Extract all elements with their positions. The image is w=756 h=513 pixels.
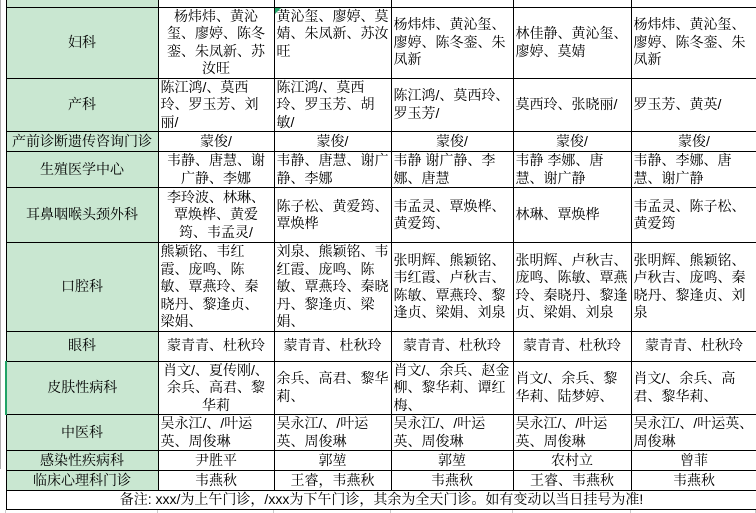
schedule-cell[interactable]: 林琳、覃焕桦 xyxy=(513,188,631,243)
schedule-cell[interactable]: 蒙俊/ xyxy=(513,132,631,152)
table-row xyxy=(6,471,756,491)
schedule-cell[interactable]: 韦孟灵、覃焕桦、黄爱筠、 xyxy=(391,188,513,243)
dept-cell[interactable]: 中医科 xyxy=(6,415,158,451)
table-row xyxy=(6,188,756,243)
dept-cell[interactable]: 妇科 xyxy=(6,7,158,78)
schedule-cell[interactable]: 莫西玲、张晓丽/ xyxy=(513,78,631,132)
schedule-cell xyxy=(158,0,274,7)
schedule-cell[interactable]: 曾菲 xyxy=(631,451,756,471)
dept-cell[interactable]: 感染性疾病科 xyxy=(6,451,158,471)
schedule-cell xyxy=(274,0,391,7)
dept-cell[interactable]: 眼科 xyxy=(6,331,158,361)
schedule-cell[interactable]: 韦孟灵、陈子松、黄爱筠 xyxy=(631,188,756,243)
schedule-cell[interactable]: 肖文/、余兵、黎华莉、陆梦婷、 xyxy=(513,361,631,415)
dept-cell[interactable]: 产科 xyxy=(6,78,158,132)
note-row xyxy=(6,491,756,510)
schedule-cell[interactable]: 陈江鸿/、莫西玲、罗玉芳、刘丽/ xyxy=(158,78,274,132)
table-row xyxy=(6,7,756,78)
dept-cell[interactable]: 产前诊断遗传咨询门诊 xyxy=(6,132,158,152)
schedule-cell[interactable]: 韦静 李娜、唐慧、谢广静 xyxy=(513,152,631,188)
window-left-edge xyxy=(0,0,1,469)
schedule-cell[interactable] xyxy=(274,7,391,78)
schedule-cell[interactable]: 韦静 谢广静、李娜、唐慧 xyxy=(391,152,513,188)
table-row xyxy=(6,451,756,471)
schedule-cell xyxy=(391,0,513,7)
schedule-cell[interactable]: 刘泉、熊颖铭、韦红霞、庞鸣、陈敏、覃燕玲、秦晓丹、黎逢贞、梁娟、 xyxy=(274,243,391,332)
schedule-cell[interactable]: 杨炜炜、黄沁玺、廖婷、陈冬銮、朱凤新 xyxy=(391,7,513,78)
schedule-cell[interactable]: 尹胜平 xyxy=(158,451,274,471)
schedule-cell[interactable]: 陈江鸿/、莫西玲、罗玉芳、胡敏/ xyxy=(274,78,391,132)
dept-cell xyxy=(6,0,158,7)
schedule-cell[interactable]: 熊颖铭、韦红霞、庞鸣、陈敏、覃燕玲、秦晓丹、黎逢贞、梁娟、 xyxy=(158,243,274,332)
schedule-cell[interactable]: 张明辉、卢秋吉、庞鸣、陈敏、覃燕玲、秦晓丹、黎逢贞、梁娟、刘泉 xyxy=(513,243,631,332)
schedule-cell[interactable]: 韦燕秋 xyxy=(158,471,274,491)
dept-cell[interactable]: 临床心理科门诊 xyxy=(6,471,158,491)
schedule-cell[interactable]: 肖文/、余兵、高君、黎华莉、 xyxy=(631,361,756,415)
table-row xyxy=(6,243,756,332)
schedule-cell[interactable]: 吴永江/、/叶运英、周俊琳 xyxy=(631,415,756,451)
table-row xyxy=(6,78,756,132)
schedule-cell[interactable]: 王睿、韦燕秋 xyxy=(513,471,631,491)
cropped-bottom-gridlines xyxy=(5,510,756,513)
schedule-cell[interactable]: 韦燕秋 xyxy=(391,471,513,491)
schedule-cell[interactable]: 余兵、高君、黎华莉、 xyxy=(274,361,391,415)
schedule-cell[interactable]: 蒙俊/ xyxy=(158,132,274,152)
schedule-cell[interactable]: 蒙青青、杜秋玲 xyxy=(631,331,756,361)
schedule-cell[interactable]: 肖文/、夏传刚/、余兵、高君、黎华莉 xyxy=(158,361,274,415)
schedule-cell[interactable]: 李玲波、林琳、覃焕桦、黄爱筠、韦孟灵/ xyxy=(158,188,274,243)
schedule-cell[interactable]: 蒙俊/ xyxy=(391,132,513,152)
table-row xyxy=(6,152,756,188)
schedule-cell[interactable]: 蒙青青、杜秋玲 xyxy=(274,331,391,361)
schedule-cell[interactable]: 韦静、李娜、唐慧、谢广静 xyxy=(631,152,756,188)
schedule-cell[interactable]: 吴永江/、/叶运英、周俊琳 xyxy=(158,415,274,451)
schedule-cell xyxy=(631,0,756,7)
schedule-cell[interactable]: 蒙俊/ xyxy=(274,132,391,152)
schedule-cell[interactable]: 王睿，韦燕秋 xyxy=(274,471,391,491)
schedule-cell[interactable]: 郭堃 xyxy=(274,451,391,471)
dept-cell[interactable]: 耳鼻咽喉头颈外科 xyxy=(6,188,158,243)
schedule-cell[interactable]: 吴永江/、/叶运英、周俊琳 xyxy=(391,415,513,451)
cropped-header-row xyxy=(6,0,756,7)
schedule-cell[interactable]: 蒙俊/ xyxy=(631,132,756,152)
schedule-cell[interactable]: 蒙青青、杜秋玲 xyxy=(513,331,631,361)
schedule-cell[interactable]: 吴永江/、/叶运英、周俊琳 xyxy=(274,415,391,451)
schedule-cell[interactable]: 林佳静、黄沁玺、廖婷、莫婧 xyxy=(513,7,631,78)
table-row xyxy=(6,132,756,152)
schedule-table xyxy=(5,0,756,510)
comment-flag-icon xyxy=(275,8,281,14)
schedule-cell[interactable]: 韦燕秋 xyxy=(631,471,756,491)
dept-cell[interactable]: 口腔科 xyxy=(6,243,158,332)
schedule-cell[interactable]: 韦静、唐慧、谢广静、李娜 xyxy=(158,152,274,188)
schedule-cell[interactable]: 陈子松、黄爱筠、覃焕桦 xyxy=(274,188,391,243)
schedule-cell[interactable]: 韦静、唐慧、谢广静、李娜 xyxy=(274,152,391,188)
schedule-cell[interactable]: 杨炜炜、黄沁玺、廖婷、陈冬銮、朱凤新 xyxy=(631,7,756,78)
schedule-cell[interactable]: 蒙青青、杜秋玲 xyxy=(391,331,513,361)
schedule-cell xyxy=(513,0,631,7)
cell-text: 黄沁玺、廖婷、莫婧、朱凤新、苏汝旺 xyxy=(276,7,389,59)
dept-cell[interactable]: 生殖医学中心 xyxy=(6,152,158,188)
schedule-cell[interactable]: 张明辉、熊颖铭、韦红霞、卢秋吉、陈敏、覃燕玲、黎逢贞、梁娟、刘泉 xyxy=(391,243,513,332)
schedule-cell[interactable]: 郭堃 xyxy=(391,451,513,471)
dept-cell[interactable]: 皮肤性病科 xyxy=(6,361,158,415)
schedule-cell[interactable]: 罗玉芳、黄英/ xyxy=(631,78,756,132)
table-row xyxy=(6,361,756,415)
schedule-cell[interactable]: 张明辉、熊颖铭、卢秋吉、庞鸣、秦晓丹、黎逢贞、刘泉 xyxy=(631,243,756,332)
schedule-cell[interactable]: 陈江鸿/、莫西玲、罗玉芳/ xyxy=(391,78,513,132)
schedule-cell[interactable]: 吴永江/、/叶运英、周俊琳 xyxy=(513,415,631,451)
schedule-cell[interactable]: 农村立 xyxy=(513,451,631,471)
schedule-cell[interactable]: 杨炜炜、黄沁玺、廖婷、陈冬銮、朱凤新、苏汝旺 xyxy=(158,7,274,78)
table-row xyxy=(6,331,756,361)
schedule-cell[interactable]: 肖文/、余兵、赵金柳、黎华莉、谭红梅、 xyxy=(391,361,513,415)
schedule-cell[interactable]: 蒙青青、杜秋玲 xyxy=(158,331,274,361)
table-row xyxy=(6,415,756,451)
note-cell[interactable]: 备注: xxx/为上午门诊，/xxx为下午门诊，其余为全天门诊。如有变动以当日挂号为准! xyxy=(6,491,756,510)
